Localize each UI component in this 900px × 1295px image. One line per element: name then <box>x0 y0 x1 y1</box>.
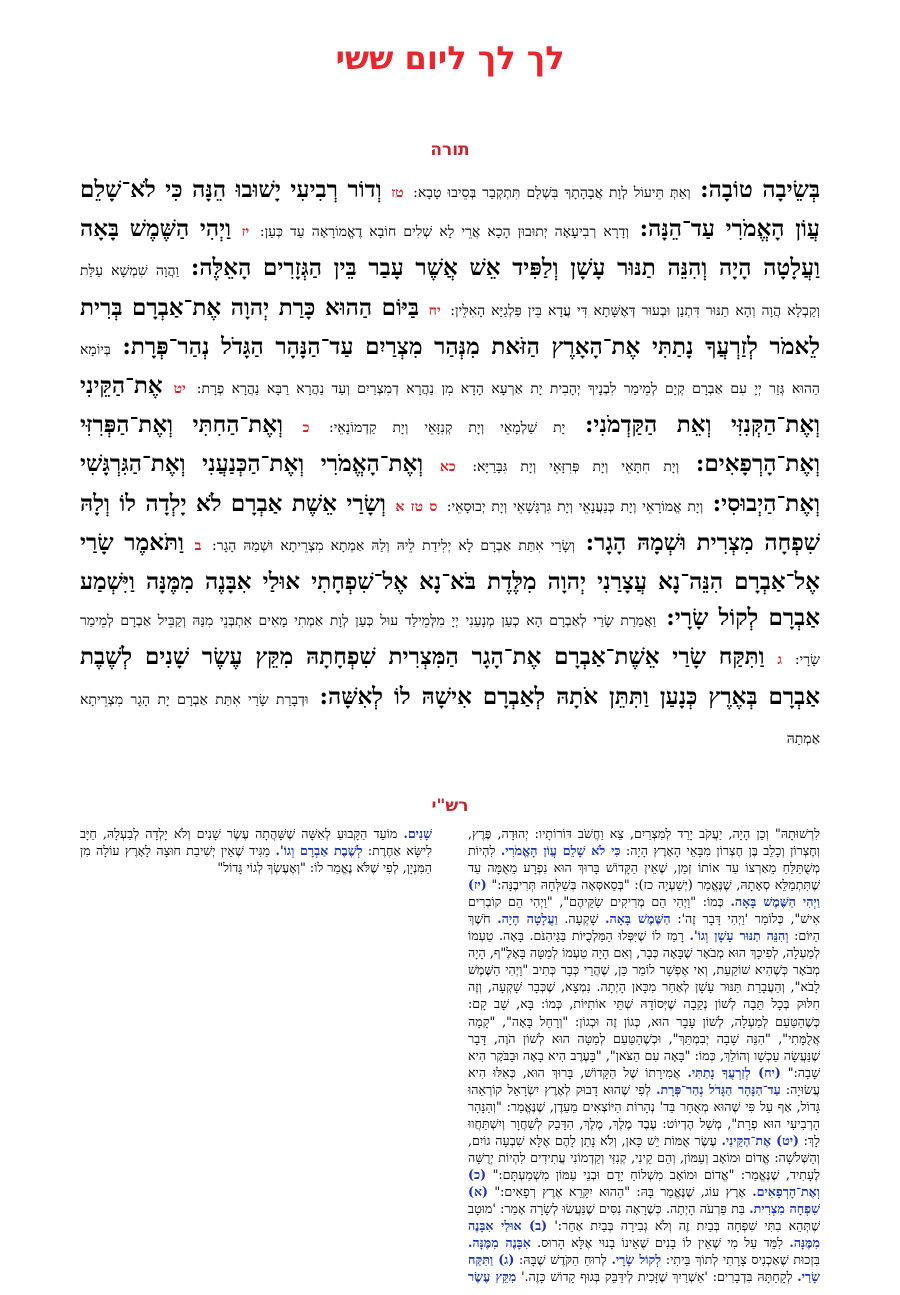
verse-number: כא <box>439 459 456 476</box>
torah-verse-text: בְּשֵׂיבָה טוֹבָה: <box>700 176 820 203</box>
torah-heading: תורה <box>430 140 470 160</box>
targum-text: בְּיוֹמָא הַהוּא גְּזַר יְיָ עִם אַבְרָם קְיָם לְמֵימַר לִבְנָיךְ יְהָבִית יָת אַרְעָא הָדָא מִן נַהֲרָא דְמִצְרַיִם וְעַד נַהֲרָא רַבָּא נַהֲרָא פְרָת: <box>80 341 820 398</box>
torah-text <box>80 172 820 787</box>
verse-number: יח <box>428 302 441 319</box>
verse-number: טז <box>391 185 404 201</box>
rashi-heading-quote: לְשֶׁבֶת אַבְרָם וְגוֹ'. <box>275 843 363 859</box>
rashi-heading-quote: אִבָּנֶה מִמֶּנָּה. <box>468 1235 531 1251</box>
rashi-comment-text: אֲמִירָתוֹ שֶׁל הַקָּדוֹשׁ, בָּרוּךְ הוּא, כְּאִלּוּ הִיא עֲשׂוּיָה: <box>468 1064 820 1097</box>
targum-text: וְדָרָא רְבִיעָאָה יְתוּבוּן הָכָא אֲרֵי לָא שְׁלִים חוֹבָא דֶאֱמוֹרָאָה עַד כְּעַן: <box>259 224 629 241</box>
targum-text: וְשָׂרַי אִתַּת אַבְרָם לָא יְלִידַת לֵיהּ וְלַהּ אַמְתָא מִצְרֵיתָא וּשְׁמַהּ הָגָר: <box>212 537 575 554</box>
torah-verse-text: וַתֹּאמֶר שָׂרַי אֶל־אַבְרָם הִנֵּה־נָא עֲצָרַנִי יְהוָה מִלֶּדֶת בֹּא־נָא אֶל־שִׁפְחָתִי אוּלַי אִבָּנֶה מִמֶּנָּה וַיִּשְׁמַע אַבְרָם לְקוֹל שָׂרָי: <box>80 528 820 632</box>
targum-text: וּדְבָרַת שָׂרַי אִתַּת אַבְרָם יָת הָגָר מִצְרֵיתָא אַמְתַהּ <box>80 691 820 747</box>
rashi-comment-text: לְפִי שֶׁהוּא דָבוּק לְאֶרֶץ יִשְׂרָאֵל קוֹרְאֵהוּ גָּדוֹל, אַף עַל פִּי שֶׁהוּא מְאֻחָר בַּד' נְהָרוֹת הַיּוֹצְאִים מֵעֵדֶן, שֶׁנֶּאֱמַר: "וְהַנָּהָר הָרְבִיעִי הוּא פְרָת", מְשַׁל הֶדְיוֹט: עֶבֶד מֶלֶךְ, מֶלֶךְ, הִדָּבֵק לְשַׁחֲוָר וְיִשְׁתַּחֲווּ לָךְ: <box>468 1081 820 1148</box>
rashi-heading-quote: (יח) לְזַרְעֲךָ נָתַתִּי. <box>687 1064 781 1080</box>
targum-text: וְיָת אֱמוֹרָאֵי וְיָת כְּנַעֲנָאֵי וְיָת גִּרְגָּשָׁאֵי וְיָת יְבוּסָאֵי: <box>446 498 704 515</box>
rashi-comment-text: עֶשֶׂר אֻמּוֹת יֵשׁ כָּאן, וְלֹא נָתַן לָהֶם אֶלָּא שִׁבְעָה גוֹיִם, וְהַשְּׁלֹשָׁה: אֱדוֹם וּמוֹאָב וְעַמּוֹן, וְהֵם קֵינִי, קְנִזִּי וְקַדְמוֹנִי עֲתִידִים לִהְיוֹת יְרֻשָּׁה לֶעָתִיד, שֶׁנֶּאֱמַר: "אֱדוֹם וּמוֹאָב מִשְׁלוֹחַ יָדָם וּבְנֵי עַמּוֹן מִשְׁמַעְתָּם:" <box>468 1132 820 1182</box>
rashi-heading-quote: לְקוֹל שָׂרָי. <box>611 1252 662 1268</box>
targum-text: וְאַתְּ תֵּיעוֹל לְוָת אֲבָהָתָךְ בִּשְׁלָם תִּתְקְבַר בְּסֵיבוּ טָבָא: <box>413 185 691 201</box>
torah-verse-text: וְדוֹר רְבִיעִי יָשׁוּבוּ הֵנָּה כִּי לֹא־שָׁלֵם עֲוֹן הָאֱמֹרִי עַד־הֵנָּה: <box>80 176 820 243</box>
rashi-heading-quote: הַשֶּׁמֶשׁ בָּאָה. <box>605 911 671 927</box>
rashi-heading-quote: וְהִנֵּה תַנּוּר עָשָׁן וְגוֹ'. <box>689 928 789 944</box>
rashi-comment-text: לְקָחַתָּהּ בִּדְבָרִים: 'אַשְׁרַיִךְ שֶׁזָּכִית לְידַּבֵּק בְּגוּף קָדוֹשׁ כָּזֶה.' <box>521 1269 793 1285</box>
verse-number: כ <box>302 420 310 437</box>
rashi-heading-quote: (כ) וְאֶת־הָרְפָאִים. <box>468 1166 820 1199</box>
rashi-heading-quote: (ג) וַתִּקַּח שָׂרַי. <box>468 1252 820 1285</box>
rashi-heading-quote: כִּי לֹא שָׁלֵם עֲוֹן הָאֱמֹרִי. <box>500 843 621 859</box>
torah-verse-text: וְאֶת־הַחִתִּי וְאֶת־הַפְּרִזִּי וְאֶת־הָרְפָאִים: <box>80 411 820 478</box>
verse-number: ב <box>194 537 202 554</box>
targum-text: וַהֲוָה שִׁמְשָׁא עַלַּת וְקַבְלָא הֲוָה וְהָא תַנּוּר דִּתְנַן וּבְעוּר דְּאֶשָּׁתָא דִּי עֲדָא בֵּין פַּלְגַיָּא הָאִלֵּין: <box>80 263 820 319</box>
torah-verse-text: וְאֶת־הָאֱמֹרִי וְאֶת־הַכְּנַעֲנִי וְאֶת־הַגִּרְגָּשִׁי וְאֶת־הַיְבוּסִי: <box>80 450 820 517</box>
verse-number: ס טז א <box>395 498 438 515</box>
torah-verse-text: בַּיּוֹם הַהוּא כָּרַת יְהוָה אֶת־אַבְרָם בְּרִית לֵאמֹר לְזַרְעֲךָ נָתַתִּי אֶת־הָאָרֶץ הַזֹּאת מִנְּהַר מִצְרַיִם עַד־הַנָּהָר הַגָּדֹל נְהַר־פְּרָת: <box>80 293 820 360</box>
rashi-comment-text: בַּת פַּרְעֹה הָיְתָה. כְּשֶׁרָאָה נִסִּים שֶׁנַּעֲשׂוּ לְשָׂרָה אָמַר: 'מוּטָב שֶׁתְּהֵא בִתִּי שִׁפְחָה בְּבַיִת זֶה וְלֹא גְבִירָה בְּבַיִת אַחֵר:' <box>468 1201 820 1234</box>
rashi-heading-quote: (ב) אוּלַי אִבָּנֶה מִמֶּנָּה. <box>468 1218 820 1251</box>
rashi-comment-text: לִרְשׁוּתָהּ" וְכֵן הָיָה, יַעֲקֹב יָרַד לְמִצְרַיִם, צֵא וַחֲשֹׁב דּוֹרוֹתָיו: יְהוּדָה, פֶּרֶץ, וְחֶצְרוֹן וְכָלֵב בֶּן חֶצְרוֹן מִבָּאֵי הָאָרֶץ הָיָה: <box>468 826 820 859</box>
rashi-comment-text: כְּמוֹ: "וַיְהִי הֵם מְרִיקִים שַׂקֵּיהֶם", "וַיְהִי הֵם קוֹבְרִים אִישׁ", כְּלוֹמַר 'וַיְהִי דָּבָר זֶה': <box>468 894 820 927</box>
rashi-comment-text: בִּזְכוּת שֶׁאַכְנִיס צָרָתִי לְתוֹךְ בֵּיתִי: <box>665 1252 820 1268</box>
page-title: לך לך ליום ששי <box>335 39 565 77</box>
rashi-heading-quote: (יט) אֶת־הַקֵּינִי. <box>721 1132 799 1148</box>
verse-number: יט <box>173 381 186 398</box>
torah-verse-text: אֶת־הַקֵּינִי וְאֶת־הַקְּנִזִּי וְאֵת הַקַּדְמֹנִי: <box>80 372 820 439</box>
rashi-heading-quote: (א) שִׁפְחָה מִצְרִית. <box>468 1183 820 1217</box>
targum-text: וְיָת חִתָּאֵי וְיָת פְּרִזָּאֵי וְיָת גִּבָּרַיָּא: <box>472 459 680 476</box>
rashi-heading-quote: (יז) וַיְהִי הַשֶּׁמֶשׁ בָּאָה. <box>468 877 820 910</box>
rashi-heading-quote: וַעֲלָטָה הָיָה. <box>497 911 558 927</box>
verse-number: יז <box>241 224 250 241</box>
torah-verse-text: וַיְהִי הַשֶּׁמֶשׁ בָּאָה וַעֲלָטָה הָיָה וְהִנֵּה תַנּוּר עָשָׁן וְלַפִּיד אֵשׁ אֲשֶׁר עָבַר בֵּין הַגְּזָרִים הָאֵלֶּה: <box>80 215 820 282</box>
targum-text: וַאֲמַרַת שָׂרַי לְאַבְרָם הָא כְעַן מְנָעַנִי יְיָ מִלְּמֵילַד עוּל כְּעַן לְוָת אַמְתִי מָאִים אִתְבְּנֵי מִנַּהּ וְקַבֵּיל אַבְרָם לְמֵימַר שָׂרָי: <box>80 613 820 669</box>
rashi-heading: רש"י <box>431 796 469 816</box>
rashi-comment-text: מַגִּיד שֶׁאֵין יְשִׁיבַת חוּצָה לָאָרֶץ עוֹלָה מִן הַמִּנְיָן, לְפִי שֶׁלֹּא נֶאֱמַר לוֹ: "וְאֶעֶשְׂךָ לְגוֹי גָּדוֹל" <box>80 843 432 876</box>
rashi-comment-text: לִהְיוֹת מְשֻׁתַּלֵּחַ מֵאַרְצוֹ עַד אוֹתוֹ זְמַן, שֶׁאֵין הַקָּדוֹשׁ בָּרוּךְ הוּא נִפְרָע מֵאֻמָּה עַד שֶׁתִּתְמַלֵּא סְאָתָהּ, שֶׁנֶּאֱמַר (יְשַׁעְיָה כז): "בְּסַאסְּאָה בְּשַׁלְּחָהּ תְּרִיבֶנָּה:" <box>468 843 820 893</box>
rashi-comment-text: חֹשֶׁךְ הַיּוֹם: <box>468 911 820 944</box>
rashi-commentary <box>80 825 820 1295</box>
rashi-comment-text: שָׁקְעָה. <box>564 911 599 927</box>
rashi-heading-quote: עַד־הַנָּהָר הַגָּדֹל נְהַר־פְּרָת. <box>656 1081 781 1097</box>
rashi-comment-text: לְרוּחַ הַקֹּדֶשׁ שֶׁבָּהּ: <box>519 1252 607 1268</box>
verse-number: ג <box>777 652 782 669</box>
rashi-heading-quote: מִקֵּץ עֶשֶׂר שָׁנִים. <box>403 826 517 1285</box>
rashi-comment-text: רָמַז לוֹ שֶׁיִּפְּלוּ הַמַּלְכֻיּוֹת בַּגֵּיהִנֹּם. בָּאָה. טַעְמוֹ לְמַעְלָה, לְפִיכָךְ הוּא מְבֹאָר שֶׁבָּאָה כְּבָר, וְאִם הָיָה טַעְמוֹ לְמַטָּה בָּאָלֶ"ף, הָיָה מְבֹאָר כְּשֶׁהִיא שׁוֹקַעַת, וְאִי אֶפְשָׁר לוֹמַר כֵּן, שֶׁהֲרֵי כְּבָר כְּתִיב "וַיְהִי הַשֶּׁמֶשׁ לָבֹא", וְהַעֲבָרַת תַּנּוּר עָשָׁן לְאַחַר מִכָּאן הָיְתָה. נִמְצָא, שֶׁכְּבָר שָׁקְעָה, וְזֶה חִלּוּק בְּכָל תֵּבָה לְשׁוֹן נְקֵבָה שֶׁיְּסוֹדָהּ שְׁתֵּי אוֹתִיּוֹת, כְּמוֹ: בָּא, שָׁב קָם: כְּשֶׁהַטַּעַם לְמַעְלָה, לְשׁוֹן עָבָר הוּא, כְּגוֹן זֶה וּכְגוֹן: "וְרָחֵל בָּאָה", "קָמָה אֲלֻמָּתִי", "הִנֵּה שָׁבָה יְבִמְתֵּךְ", וּכְשֶׁהַטַּעַם לְמַטָּה הוּא לְשׁוֹן הֹוֶה, דָּבָר שֶׁנַּעֲשָׂה עַכְשָׁו וְהוֹלֵךְ, כְּמוֹ: "בָּאָה עִם הַצֹּאן", "בָּעֶרֶב הִיא בָאָה וּבַבֹּקֶר הִיא שָׁבָה:" <box>468 928 820 1080</box>
torah-verse-text: וַתִּקַּח שָׂרַי אֵשֶׁת־אַבְרָם אֶת־הָגָר הַמִּצְרִית שִׁפְחָתָהּ מִקֵּץ עֶשֶׂר שָׁנִים לְשֶׁבֶת אַבְרָם בְּאֶרֶץ כְּנָעַן וַתִּתֵּן אֹתָהּ לְאַבְרָם אִישָׁהּ לוֹ לְאִשָּׁה: <box>80 643 820 710</box>
rashi-comment-text: אֶרֶץ עוֹג, שֶׁנֶּאֱמַר בָּהּ: "הַהוּא יִקָּרֵא אֶרֶץ רְפָאִים:" <box>494 1183 746 1199</box>
targum-text: יָת שַׁלְמָאֵי וְיָת קְנִזָּאֵי וְיָת קַדְמוֹנָאֵי: <box>329 420 566 437</box>
rashi-comment-text: מוֹעֵד הַקָּבוּעַ לְאִשָּׁה שֶׁשָּׁהֲתָה עֶשֶׂר שָׁנִים וְלֹא יָלְדָה לְבַעְלָהּ, חַיָּב לִישָּׂא אַחֶרֶת: <box>80 826 432 859</box>
rashi-comment-text: לִמֵּד עַל מִי שֶׁאֵין לוֹ בָנִים שֶׁאֵינוֹ בָנוּי אֶלָּא הָרוּס. <box>537 1235 784 1251</box>
torah-verse-text: וְשָׂרַי אֵשֶׁת אַבְרָם לֹא יָלְדָה לוֹ וְלָהּ שִׁפְחָה מִצְרִית וּשְׁמָהּ הָגָר: <box>80 489 820 556</box>
